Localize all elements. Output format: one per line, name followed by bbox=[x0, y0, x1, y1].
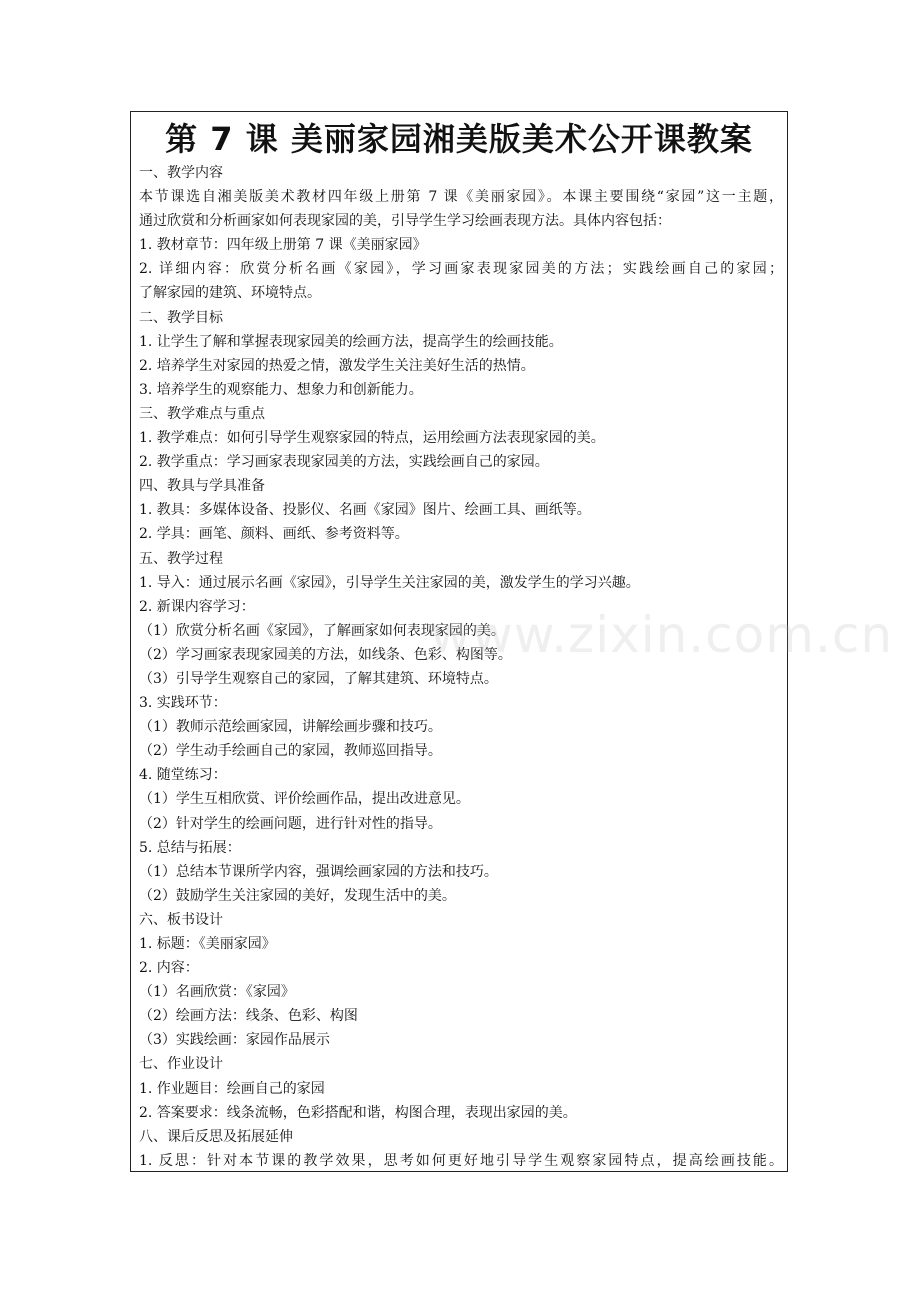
section-heading: 六、板书设计 bbox=[139, 911, 223, 928]
list-item: 1. 教材章节：四年级上册第 7 课《美丽家园》 bbox=[139, 237, 427, 254]
sub-list-item: （1）总结本节课所学内容，强调绘画家园的方法和技巧。 bbox=[139, 863, 498, 880]
list-item: 1. 教学难点：如何引导学生观察家园的特点，运用绘画方法表现家园的美。 bbox=[139, 430, 605, 447]
list-item: 1. 让学生了解和掌握表现家园美的绘画方法，提高学生的绘画技能。 bbox=[139, 333, 563, 350]
sub-list-item: （3）实践绘画：家园作品展示 bbox=[139, 1032, 330, 1049]
list-item: 4. 随堂练习： bbox=[139, 767, 227, 784]
section-heading: 三、教学难点与重点 bbox=[139, 405, 265, 422]
section-heading: 八、课后反思及拓展延伸 bbox=[139, 1128, 293, 1145]
list-item: 2. 内容： bbox=[139, 960, 199, 977]
paragraph-line: 本节课选自湘美版美术教材四年级上册第 7 课《美丽家园》。本课主要围绕“家园”这一主题， bbox=[139, 189, 783, 206]
section-heading: 七、作业设计 bbox=[139, 1056, 223, 1073]
list-item: 2. 教学重点：学习画家表现家园美的方法，实践绘画自己的家园。 bbox=[139, 454, 549, 471]
list-item: 5. 总结与拓展： bbox=[139, 839, 241, 856]
section-heading: 五、教学过程 bbox=[139, 550, 223, 567]
sub-list-item: （3）引导学生观察自己的家园，了解其建筑、环境特点。 bbox=[139, 670, 498, 687]
sub-list-item: （1）学生互相欣赏、评价绘画作品，提出改进意见。 bbox=[139, 791, 470, 808]
list-item: 1. 作业题目：绘画自己的家园 bbox=[139, 1080, 325, 1097]
sub-list-item: （2）学生动手绘画自己的家园，教师巡回指导。 bbox=[139, 743, 442, 760]
list-item: 2. 学具：画笔、颜料、画纸、参考资料等。 bbox=[139, 526, 409, 543]
list-item: 2. 新课内容学习： bbox=[139, 598, 255, 615]
list-item: 2. 详细内容：欣赏分析名画《家园》，学习画家表现家园美的方法；实践绘画自己的家园； bbox=[139, 261, 783, 278]
sub-list-item: （2）学习画家表现家园美的方法，如线条、色彩、构图等。 bbox=[139, 646, 512, 663]
list-item: 2. 答案要求：线条流畅，色彩搭配和谐，构图合理，表现出家园的美。 bbox=[139, 1104, 577, 1121]
list-item-continuation: 了解家园的建筑、环境特点。 bbox=[139, 285, 321, 302]
list-item: 2. 培养学生对家园的热爱之情，激发学生关注美好生活的热情。 bbox=[139, 357, 535, 374]
document-body bbox=[139, 161, 783, 1173]
sub-list-item: （1）欣赏分析名画《家园》，了解画家如何表现家园的美。 bbox=[139, 622, 505, 639]
list-item: 3. 培养学生的观察能力、想象力和创新能力。 bbox=[139, 381, 423, 398]
watermark-text: www.zixin.com.cn bbox=[430, 606, 894, 664]
sub-list-item: （1）名画欣赏：《家园》 bbox=[139, 984, 295, 1001]
section-heading: 四、教具与学具准备 bbox=[139, 478, 265, 495]
section-heading: 二、教学目标 bbox=[139, 309, 223, 326]
section-heading: 一、教学内容 bbox=[139, 165, 223, 181]
sub-list-item: （2）鼓励学生关注家园的美好，发现生活中的美。 bbox=[139, 887, 456, 904]
list-item: 3. 实践环节： bbox=[139, 695, 227, 712]
document-title: 第 7 课 美丽家园湘美版美术公开课教案 bbox=[165, 120, 753, 158]
list-item: 1. 教具：多媒体设备、投影仪、名画《家园》图片、绘画工具、画纸等。 bbox=[139, 502, 591, 519]
list-item: 1. 导入：通过展示名画《家园》，引导学生关注家园的美，激发学生的学习兴趣。 bbox=[139, 574, 640, 591]
sub-list-item: （2）针对学生的绘画问题，进行针对性的指导。 bbox=[139, 815, 442, 832]
sub-list-item: （2）绘画方法：线条、色彩、构图 bbox=[139, 1008, 358, 1025]
sub-list-item: （1）教师示范绘画家园，讲解绘画步骤和技巧。 bbox=[139, 719, 442, 736]
list-item: 1. 反思：针对本节课的教学效果，思考如何更好地引导学生观察家园特点，提高绘画技能。 bbox=[139, 1152, 783, 1169]
paragraph-line: 通过欣赏和分析画家如何表现家园的美，引导学生学习绘画表现方法。具体内容包括： bbox=[139, 213, 671, 230]
list-item: 1. 标题：《美丽家园》 bbox=[139, 936, 276, 952]
document-frame bbox=[130, 111, 788, 1172]
